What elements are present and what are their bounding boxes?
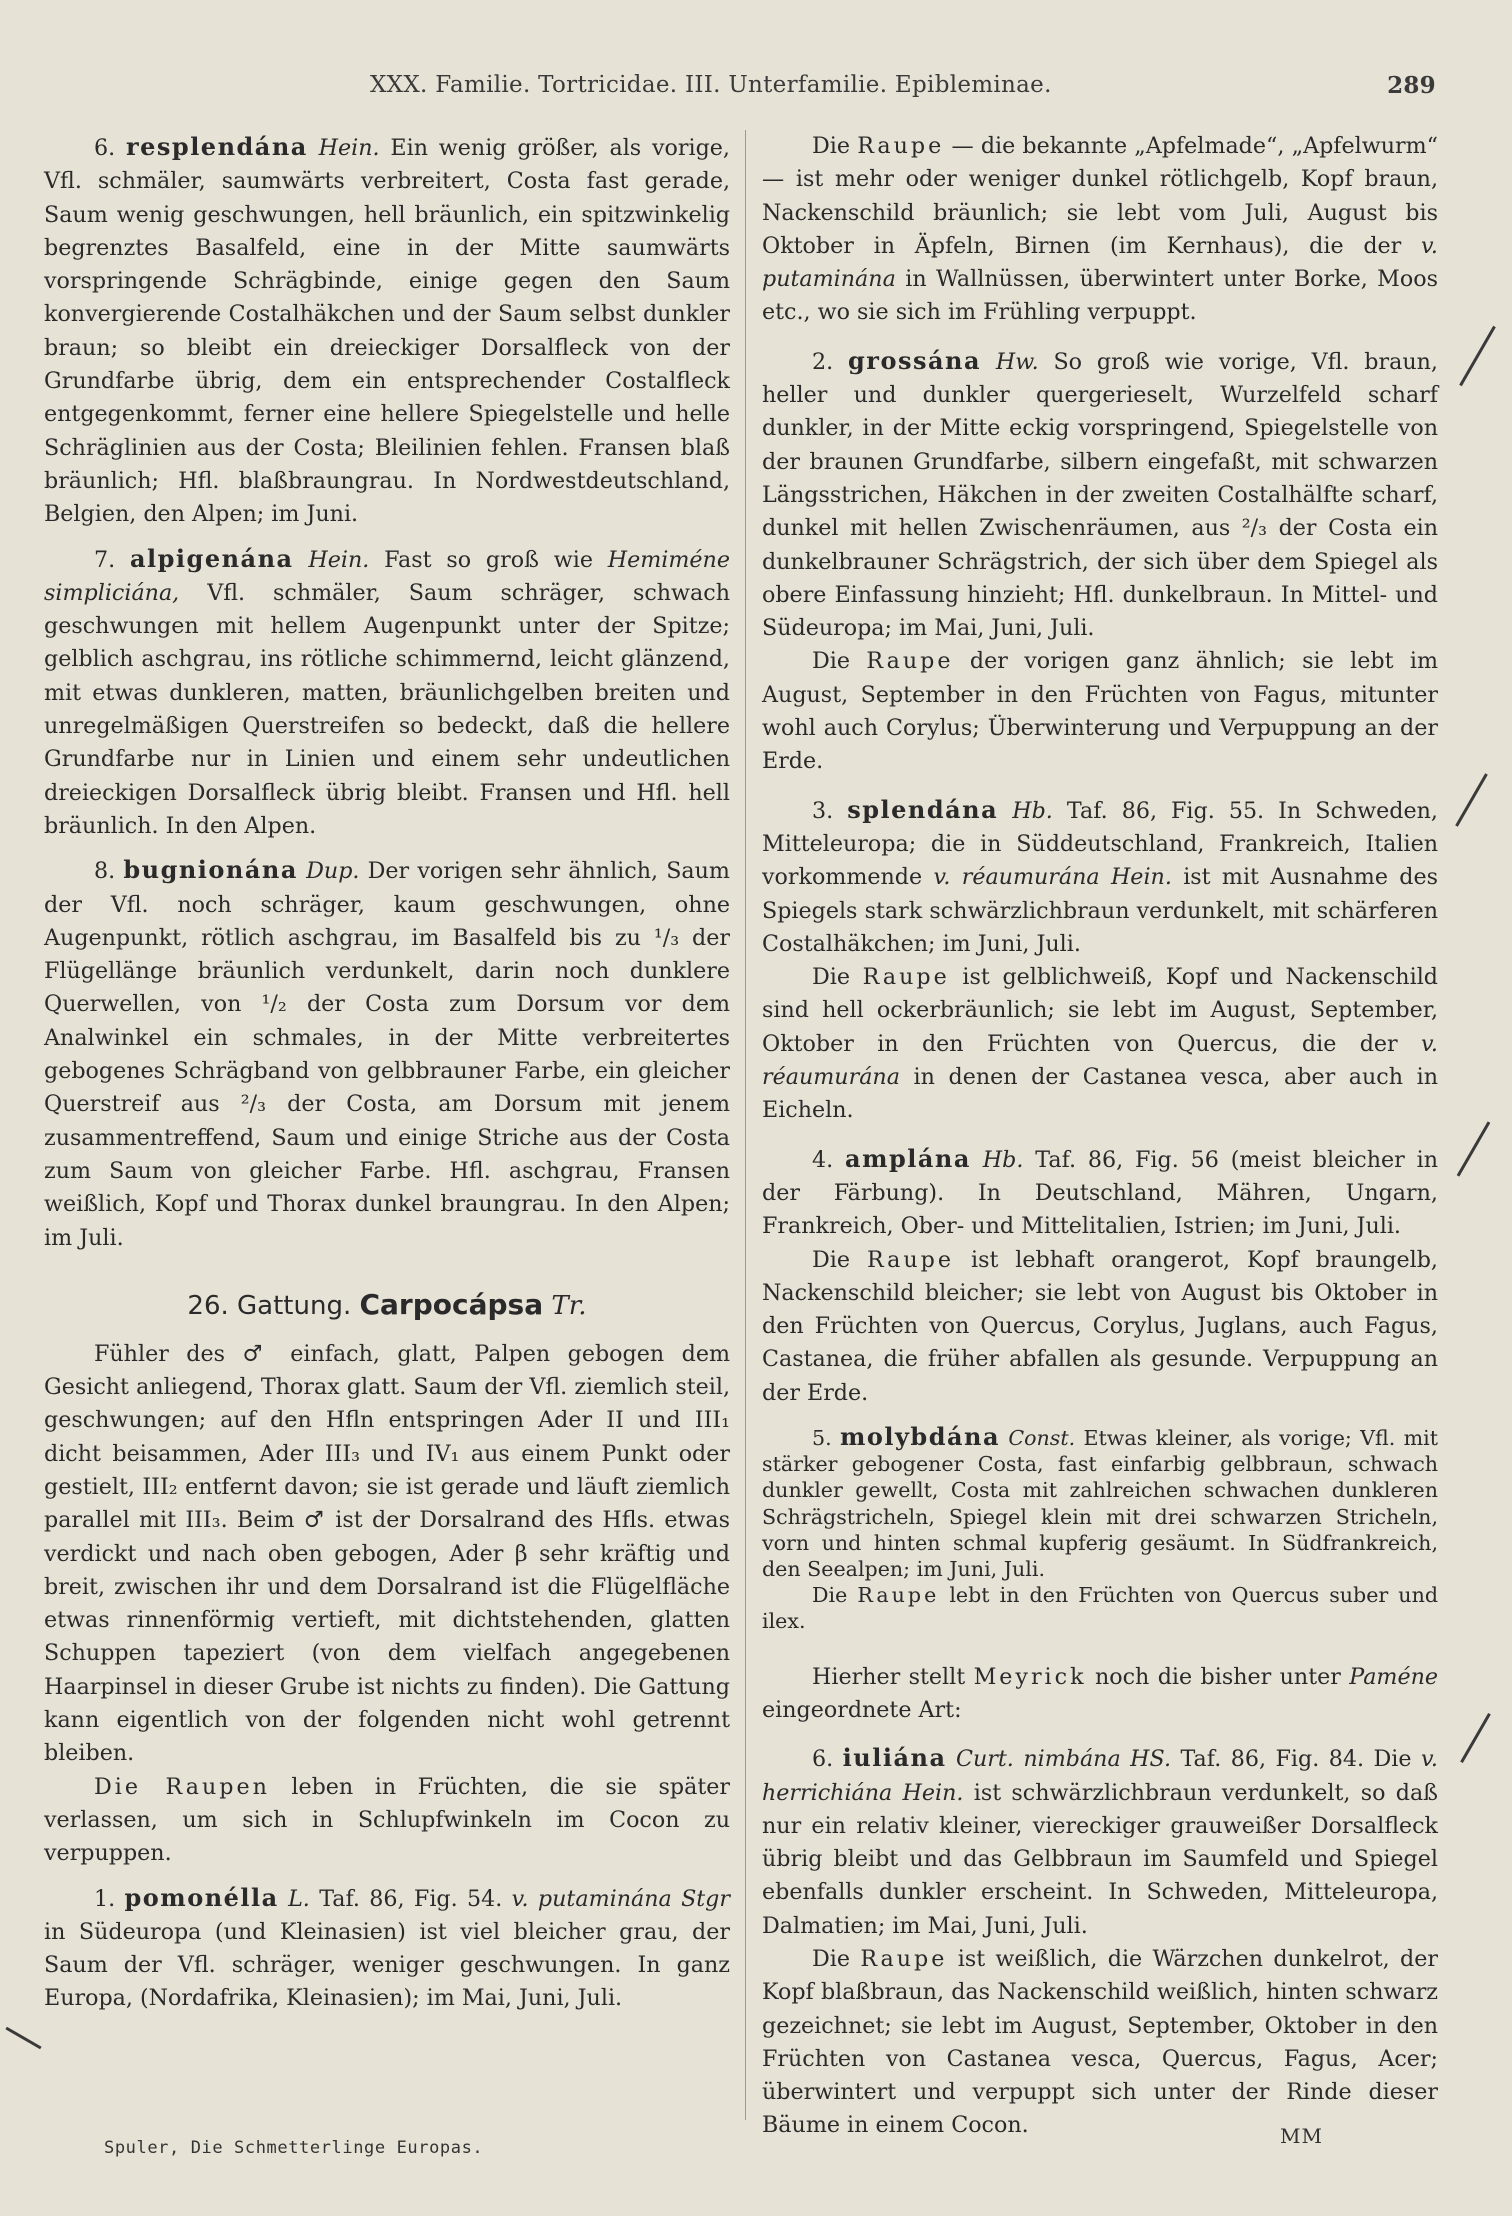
- entry-grossana: 2. grossána Hw. So groß wie vorige, Vfl. braun, heller und dunkler quergerieselt, Wurzelfeld scharf dunkler, in der Mitte eckig vorspringend, Spiegelstelle von der braunen Grundfarbe, silbern eingefaßt, mit schwarzen Längsstrichen, Häkchen in der zweiten Costalhälfte scharf, dunkel mit hellen Zwischenräumen, aus ²/₃ der Costa ein dunkelbrauner Schrägstrich, der sich über dem Spiegel als obere Einfassung hinzieht; Hfl. dunkelbraun. In Mittel- und Südeuropa; im Mai, Juni, Juli.: [762, 345, 1438, 642]
- species-author: Const.: [1008, 1425, 1076, 1450]
- species-author: Curt.: [956, 1746, 1014, 1773]
- species-name: pomonélla: [124, 1882, 279, 1912]
- small-print-block: [762, 1421, 1439, 1635]
- margin-pencil-mark: [1460, 1713, 1491, 1763]
- entry-bugnionana: 8. bugnionána Dup. Der vorigen sehr ähnlich, Saum der Vfl. noch schräger, kaum geschwungen, ohne Augenpunkt, rötlich aschgrau, im Basalfeld bis zu ¹/₃ der Flügellänge bräunlich verdunkelt, darin noch dunklere Querwellen, von ¹/₂ der Costa zum Dorsum vor dem Analwinkel ein schmales, in der Mitte verbreitertes gebogenes Schrägband von gelbbrauner Farbe, ein gleicher Querstreif aus ²/₃ der Costa, am Dorsum mit jenem zusammentreffend, Saum und einige Striche aus der Costa zum Saum von gleicher Farbe. Hfl. aschgrau, Fransen weißlich, Kopf und Thorax dunkel braungrau. In den Alpen; im Juli.: [44, 855, 730, 1251]
- species-name: molybdána: [839, 1421, 1001, 1451]
- margin-pencil-mark: [1457, 1121, 1491, 1176]
- entry-pomonella: 1. pomonélla L. Taf. 86, Fig. 54. v. putaminána Stgr in Südeuropa (und Kleinasien) ist viel bleicher grau, der Saum der Vfl. schräger, weniger geschwungen. In ganz Europa, (Nordafrika, Kleinasien); im Mai, Juni, Juli.: [44, 1882, 730, 2012]
- species-name: resplendána: [125, 132, 308, 161]
- species-name: iuliána: [842, 1743, 947, 1773]
- species-author: Hein.: [318, 135, 380, 161]
- page-footer: Spuler, Die Schmetterlinge Europas.: [104, 2138, 484, 2158]
- splendana-larva: Die Raupe ist gelblichweiß, Kopf und Nackenschild sind hell ockerbräunlich; sie lebt im August, September, Oktober in den Früchten von Quercus, die der v. réaumurána in denen der Castanea vesca, aber auch in Eicheln.: [762, 964, 1439, 1124]
- species-author: Hein.: [308, 546, 370, 573]
- genus-heading: 26. Gattung. Carpocápsa Tr.: [187, 1287, 587, 1321]
- species-name: bugnionána: [123, 855, 298, 885]
- pomonella-larva: Die Raupe — die bekannte „Apfelmade“, „Apfelwurm“ — ist mehr oder weniger dunkel rötlichgelb, Kopf braun, Nackenschild bräunlich; sie lebt vom Juli, August bis Oktober in Äpfeln, Birnen (im Kernhaus), die der v. putaminána in Wallnüssen, überwintert unter Borke, Moos etc., wo sie sich im Frühling verpuppt.: [762, 133, 1439, 326]
- genus-description: Fühler des ♂ einfach, glatt, Palpen gebogen dem Gesicht anliegend, Thorax glatt. Saum der Vfl. ziemlich steil, geschwungen; auf den Hfln entspringen Ader II und III₁ dicht beisammen, Ader III₃ und IV₁ aus einem Punkt oder gestielt, III₂ entfernt davon; sie ist gerade und läuft ziemlich parallel mit III₃. Beim ♂ ist der Dorsalrand des Hfls. etwas verdickt und nach oben gebogen, Ader β sehr kräftig und breit, zwischen ihr und dem Dorsalrand ist die Flügelfläche etwas rinnenförmig vertieft, mit dichtstehenden, glatten Schuppen tapeziert (von dem vielfach angegebenen Haarpinsel in dieser Grube ist nichts zu finden). Die Gattung kann eigentlich von der folgenden nicht wohl getrennt bleiben.: [44, 1340, 730, 1767]
- entry-amplana: 4. amplána Hb. Taf. 86, Fig. 56 (meist bleicher in der Färbung). In Deutschland, Mähren, Ungarn, Frankreich, Ober- und Mittelitalien, Istrien; im Juni, Juli.: [762, 1143, 1438, 1240]
- species-name: splendána: [847, 794, 999, 824]
- species-name: alpigenána: [129, 543, 294, 573]
- genus-larvae: Die Raupen leben in Früchten, die sie später verlassen, um sich in Schlupfwinkeln im Cocon zu verpuppen.: [44, 1773, 730, 1867]
- species-name: grossána: [848, 345, 982, 375]
- entry-alpigenana: 7. alpigenána Hein. Fast so groß wie Hemiméne simpliciána, Vfl. schmäler, Saum schräger, schwach geschwungen mit hellem Augenpunkt unter der Spitze; gelblich aschgrau, ins rötliche schimmernd, leicht glänzend, mit etwas dunkleren, matten, bräunlichgelben breiten und unregelmäßigen Querstreifen so bedeckt, daß die hellere Grundfarbe nur in Linien und einem sehr undeutlichen dreieckigen Dorsalfleck übrig bleibt. Fransen und Hfl. hell bräunlich. In den Alpen.: [44, 543, 730, 839]
- entry-resplendana: 6. resplendána Hein. Ein wenig größer, als vorige, Vfl. schmäler, saumwärts verbreitert, Costa fast gerade, Saum wenig geschwungen, hell bräunlich, ein spitzwinkelig begrenztes Basalfeld, eine in der Mitte saumwärts vorspringende Schrägbinde, einige gegen den Saum konvergierende Costalhäkchen und der Saum selbst dunkler braun; so bleibt ein dreieckiger Dorsalfleck von der Grundfarbe übrig, dem ein entsprechender Costalfleck entgegenkommt, ferner eine hellere Spiegelstelle und helle Schräglinien aus der Costa; Bleilinien fehlen. Fransen blaß bräunlich; Hfl. blaßbraungrau. In Nordwestdeutschland, Belgien, den Alpen; im Juni.: [44, 132, 730, 528]
- species-author: Hb.: [982, 1146, 1024, 1173]
- species-author: Hw.: [995, 348, 1039, 375]
- species-author: Dup.: [306, 858, 360, 885]
- left-column: [44, 130, 730, 2016]
- entry-molybdana: 5. molybdána Const. Etwas kleiner, als vorige; Vfl. mit stärker gebogener Costa, fast einfarbig gelbbraun, schwach dunkler gewellt, Costa mit zahlreichen schwachen dunkleren Schrägstricheln, Spiegel klein mit drei schwarzen Stricheln, vorn und hinten schmal kupferig gesäumt. In Südfrankreich, den Seealpen; im Juni, Juli.: [762, 1421, 1438, 1581]
- entry-iuliana: 6. iuliána Curt. nimbána HS. Taf. 86, Fig. 84. Die v. herrichiána Hein. ist schwärzlichbraun verdunkelt, so daß nur ein relativ kleiner, viereckiger grauweißer Dorsalfleck übrig bleibt und das Gelbbraun im Saumfeld und Spiegel ebenfalls dunkler erscheint. In Schweden, Mitteleuropa, Dalmatien; im Mai, Juni, Juli.: [762, 1743, 1438, 1939]
- page-number: 289: [1387, 72, 1436, 99]
- genus-name: Carpocápsa: [359, 1287, 544, 1321]
- molybdana-larva: Die Raupe lebt in den Früchten von Quercus suber und ilex.: [762, 1583, 1439, 1634]
- margin-pencil-mark: [1459, 326, 1496, 386]
- column-divider: [745, 130, 746, 2120]
- margin-pencil-mark: [5, 2027, 41, 2050]
- entry-splendana: 3. splendána Hb. Taf. 86, Fig. 55. In Schweden, Mitteleuropa; die in Süddeutschland, Frankreich, Italien vorkommende v. réaumurána Hein. ist mit Ausnahme des Spiegels stark schwärzlichbraun verdunkelt, mit schärferen Costalhäkchen; im Juni, Juli.: [762, 794, 1438, 957]
- species-author: Hb.: [1012, 797, 1053, 824]
- hierher-note: Hierher stellt Meyrick noch die bisher unter Paméne eingeordnete Art:: [762, 1663, 1439, 1723]
- amplana-larva: Die Raupe ist lebhaft orangerot, Kopf braungelb, Nackenschild bleicher; sie lebt von August bis Oktober in den Früchten von Quercus, Corylus, Juglans, auch Fagus, Castanea, die früher abfallen als gesunde. Verpuppung an der Erde.: [762, 1246, 1438, 1406]
- signature-mark: MM: [1280, 2124, 1323, 2148]
- running-title: XXX. Familie. Tortricidae. III. Unterfamilie. Epibleminae.: [370, 72, 1052, 98]
- margin-pencil-mark: [1455, 773, 1488, 826]
- genus-author: Tr.: [551, 1290, 587, 1321]
- page-header: [370, 72, 1450, 112]
- species-author: L.: [288, 1885, 310, 1912]
- iuliana-larva: Die Raupe ist weißlich, die Wärzchen dunkelrot, der Kopf blaßbraun, das Nackenschild weißlich, hinten schwarz gezeichnet; sie lebt im August, September, Oktober in den Früchten von Castanea vesca, Quercus, Fagus, Acer; überwintert und verpuppt sich unter der Rinde dieser Bäume in einem Cocon.: [762, 1945, 1438, 2139]
- grossana-larva: Die Raupe der vorigen ganz ähnlich; sie lebt im August, September in den Früchten von Fagus, mitunter wohl auch Corylus; Überwinterung und Verpuppung an der Erde.: [762, 648, 1439, 775]
- right-column: [762, 130, 1438, 2143]
- species-name: amplána: [845, 1143, 971, 1173]
